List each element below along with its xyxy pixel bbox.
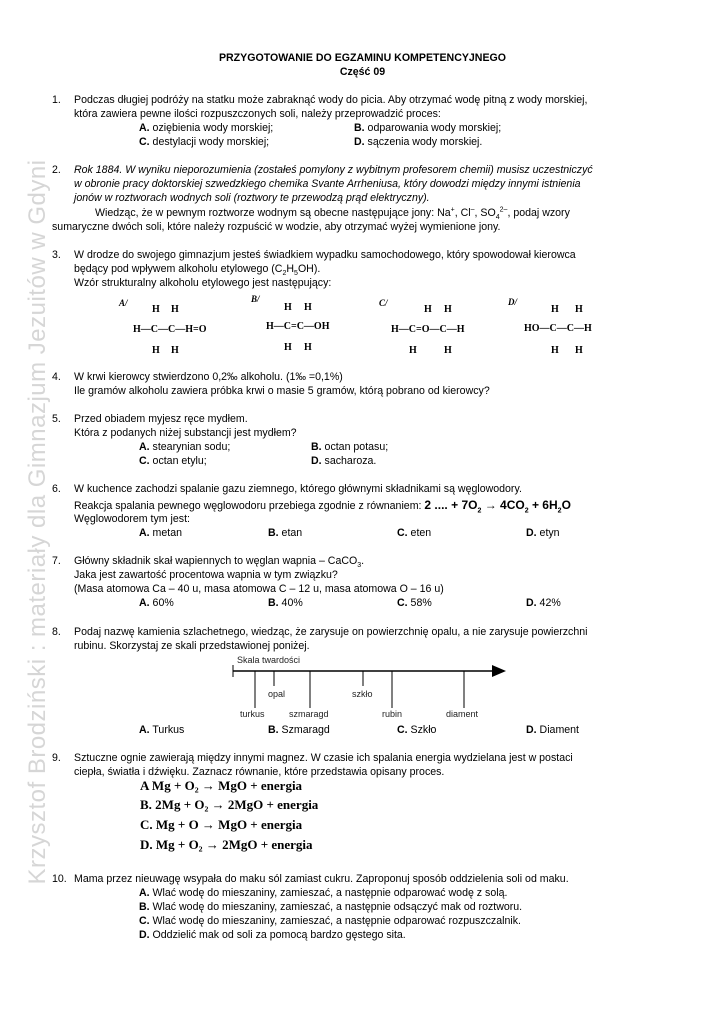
question-text: rubinu. Skorzystaj ze skali przedstawionej poniżej. bbox=[74, 640, 310, 652]
page-subtitle: Część 09 bbox=[339, 66, 386, 78]
answer-a[interactable]: A. oziębienia wody morskiej; bbox=[139, 122, 274, 134]
answer-b[interactable]: B. Szmaragd bbox=[268, 724, 330, 736]
answer-a[interactable]: A. Turkus bbox=[139, 724, 185, 736]
question-text: w obronie pracy doktorskiej szwedzkiego chemika Svante Arrheniusa, który dowodzi między innymi istnienia bbox=[74, 178, 581, 190]
answer-a[interactable]: A. metan bbox=[139, 527, 182, 539]
answer-a[interactable]: A. Wlać wodę do mieszaniny, zamieszać, a następnie odparować wodę z solą. bbox=[139, 887, 508, 899]
answer-d[interactable]: D. sacharoza. bbox=[311, 455, 377, 467]
question-number: 7. bbox=[52, 555, 61, 567]
question-text: Podczas długiej podróży na statku może zabraknąć wody do picia. Aby otrzymać wodę pitną z wody morskiej, bbox=[74, 94, 588, 106]
question-text: Ile gramów alkoholu zawiera próbka krwi o masie 5 gramów, którą pobrano od kierowcy? bbox=[74, 385, 490, 397]
scale-label-opal: opal bbox=[268, 689, 286, 699]
question-text: Jaka jest zawartość procentowa wapnia w tym związku? bbox=[74, 569, 338, 581]
answer-d[interactable]: D. sączenia wody morskiej. bbox=[354, 136, 483, 148]
question-number: 4. bbox=[52, 371, 61, 383]
answer-b[interactable]: B. octan potasu; bbox=[311, 441, 389, 453]
question-text: Wzór strukturalny alkoholu etylowego jest następujący: bbox=[74, 277, 332, 289]
answer-d[interactable]: D. 42% bbox=[526, 597, 561, 609]
answer-b[interactable]: B. 40% bbox=[268, 597, 303, 609]
answer-d[interactable]: D. Diament bbox=[526, 724, 579, 736]
question-text: która zawiera pewne ilości rozpuszczonych soli, należy przeprowadzić proces: bbox=[74, 108, 441, 120]
equation-option-d[interactable]: D. Mg + O₂ → 2MgO + energia bbox=[140, 837, 313, 852]
equation-option-b[interactable]: B. 2Mg + O₂ → 2MgO + energia bbox=[140, 797, 319, 812]
scale-title: Skala twardości bbox=[237, 655, 301, 665]
question-text: ciepła, światła i dźwięku. Zaznacz równanie, które przedstawia opisany proces. bbox=[74, 766, 445, 778]
question-text: Wiedząc, że w pewnym roztworze wodnym są obecne następujące jony: Na+, Cl–, $SO_4^{2-}$, podaj wzory bbox=[95, 206, 570, 222]
equation-option-c[interactable]: C. Mg + O → MgO + energia bbox=[140, 817, 303, 832]
scale-label-turkus: turkus bbox=[240, 709, 265, 719]
question-text: sumaryczne dwóch soli, które należy rozpuścić w wodzie, aby otrzymać wyżej wymienione jony. bbox=[52, 221, 501, 233]
answer-b[interactable]: B. etan bbox=[268, 527, 303, 539]
watermark: Krzysztof Brodziński : materiały dla Gimnazjum Jezuitów w Gdyni bbox=[24, 159, 51, 885]
question-text: Podaj nazwę kamienia szlachetnego, wiedząc, że zarysuje on powierzchnię opalu, a nie zarysuje powierzchni bbox=[74, 626, 588, 638]
question-number: 8. bbox=[52, 626, 61, 638]
answer-d[interactable]: D. Oddzielić mak od soli za pomocą bardzo gęstego sita. bbox=[139, 929, 406, 941]
question-number: 1. bbox=[52, 94, 61, 106]
answer-c[interactable]: C. destylacji wody morskiej; bbox=[139, 136, 270, 148]
question-text: Reakcja spalania pewnego węglowodoru przebiega zgodnie z równaniem: 2 .... + $7O_2 \to 4CO_2 + 6H_2O$ bbox=[74, 498, 571, 515]
equation-option-a[interactable]: A Mg + O₂ → MgO + energia bbox=[140, 778, 303, 793]
question-text: (Masa atomowa Ca – 40 u, masa atomowa C – 12 u, masa atomowa O – 16 u) bbox=[74, 583, 444, 595]
question-text: będący pod wpływem alkoholu etylowego $(C_2H_5OH)$. bbox=[74, 263, 321, 278]
question-text: Rok 1884. W wyniku nieporozumienia (zostałeś pomylony z wybitnym profesorem chemii) musisz uczestniczyć bbox=[74, 164, 593, 176]
question-text: Przed obiadem myjesz ręce mydłem. bbox=[74, 413, 248, 425]
question-number: 5. bbox=[52, 413, 61, 425]
question-text: Główny składnik skał wapiennych to węglan wapnia – CaCO$_3$. bbox=[74, 555, 365, 570]
answer-a[interactable]: A. 60% bbox=[139, 597, 174, 609]
scale-label-szklo: szkło bbox=[352, 689, 373, 699]
answer-c[interactable]: C. Szkło bbox=[397, 724, 437, 736]
question-number: 3. bbox=[52, 249, 61, 261]
answer-c[interactable]: C. Wlać wodę do mieszaniny, zamieszać, a następnie odparować rozpuszczalnik. bbox=[139, 915, 521, 927]
question-number: 9. bbox=[52, 752, 61, 764]
answer-c[interactable]: C. octan etylu; bbox=[139, 455, 207, 467]
question-text: Węglowodorem tym jest: bbox=[74, 513, 190, 525]
question-text: Która z podanych niżej substancji jest mydłem? bbox=[74, 427, 297, 439]
answer-a[interactable]: A. stearynian sodu; bbox=[139, 441, 231, 453]
question-text: W kuchence zachodzi spalanie gazu ziemnego, którego głównymi składnikami są węglowodory. bbox=[74, 483, 522, 495]
question-text: W drodze do swojego gimnazjum jesteś świadkiem wypadku samochodowego, który spowodował kierowca bbox=[74, 249, 576, 261]
scale-label-rubin: rubin bbox=[382, 709, 403, 719]
question-text: Mama przez nieuwagę wsypała do maku sól zamiast cukru. Zaproponuj sposób oddzielenia soli od maku. bbox=[74, 873, 569, 885]
scale-label-diament: diament bbox=[446, 709, 479, 719]
question-text: jonów w roztworach wodnych soli (roztwory te przewodzą prąd elektryczny). bbox=[74, 192, 430, 204]
question-number: 6. bbox=[52, 483, 61, 495]
question-number: 10. bbox=[52, 873, 67, 885]
answer-c[interactable]: C. eten bbox=[397, 527, 432, 539]
scale-label-szmaragd: szmaragd bbox=[289, 709, 329, 719]
question-text: W krwi kierowcy stwierdzono 0,2‰ alkoholu. (1‰ =0,1%) bbox=[74, 371, 343, 383]
question-number: 2. bbox=[52, 164, 61, 176]
answer-c[interactable]: C. 58% bbox=[397, 597, 432, 609]
page-title: PRZYGOTOWANIE DO EGZAMINU KOMPETENCYJNEGO bbox=[218, 52, 507, 64]
question-text: Sztuczne ognie zawierają między innymi magnez. W czasie ich spalania energia wydzielana jest w postaci bbox=[74, 752, 573, 764]
answer-b[interactable]: B. Wlać wodę do mieszaniny, zamieszać, a następnie odsączyć mak od roztworu. bbox=[139, 901, 523, 913]
answer-d[interactable]: D. etyn bbox=[526, 527, 560, 539]
answer-b[interactable]: B. odparowania wody morskiej; bbox=[354, 122, 502, 134]
